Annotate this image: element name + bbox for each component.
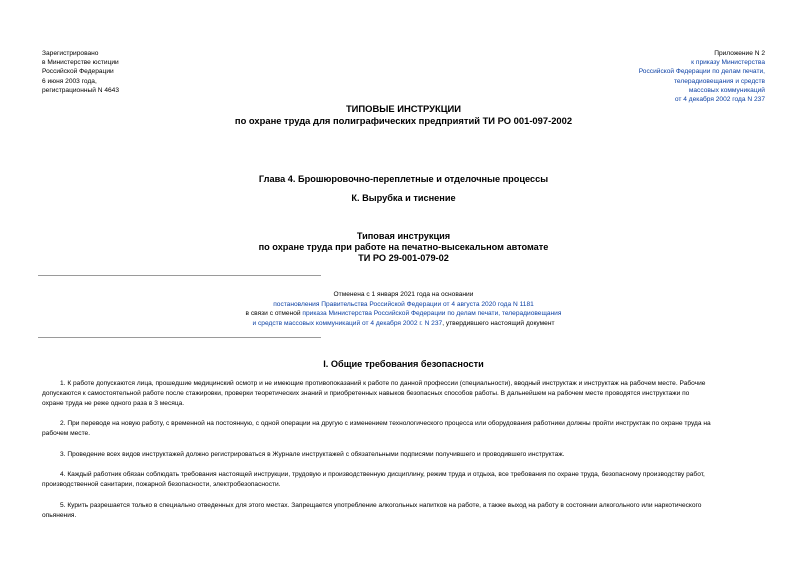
government-decree-link[interactable]: постановления Правительства Российской Федерации от 4 августа 2020 года N 1181 xyxy=(273,300,534,308)
annex-link-line[interactable]: телерадиовещания и средств xyxy=(673,77,765,85)
paragraph-line: охране труда не реже одного раза в 3 месяца. xyxy=(42,400,185,408)
general-safety-heading: I. Общие требования безопасности xyxy=(323,359,484,369)
registration-line: 6 июня 2003 года, xyxy=(42,77,97,85)
annex-order-link[interactable] xyxy=(639,58,765,104)
ministry-order-link[interactable]: приказа Министерства Российской Федерации по делам печати, телерадиовещания xyxy=(302,310,562,318)
annex-label: Приложение N 2 xyxy=(714,50,765,57)
registration-block xyxy=(42,49,119,95)
divider-bottom xyxy=(38,337,321,338)
instruction-code: ТИ РО 29-001-079-02 xyxy=(358,253,449,263)
registration-line: Зарегистрировано xyxy=(42,50,99,57)
instruction-subtitle: по охране труда при работе на печатно-высекальном автомате xyxy=(258,242,549,252)
paragraph-line: 5. Курить разрешается только в специально отведенных для этого местах. Запрещается употребление алкогольных напитков на работе, а также выход на работу в состоянии алкогольного или наркотического xyxy=(60,502,702,509)
paragraph-line: рабочем месте. xyxy=(42,430,91,438)
paragraph-line: 3. Проведение всех видов инструктажей должно регистрироваться в Журнале инструктажей с обязательными подписями получившего и проводившего инструктаж. xyxy=(60,451,565,458)
paragraph xyxy=(42,501,764,521)
paragraph-line: опьянения. xyxy=(42,512,77,520)
cancellation-line: Отменена с 1 января 2021 года на основании xyxy=(333,291,474,298)
annex-link-line[interactable]: массовых коммуникаций xyxy=(688,86,765,94)
paragraph-line: допускаются к самостоятельной работе после стажировки, проверки теоретических знаний и приобретенных навыков безопасных способов работы. В дальнейшем на рабочем месте проводятся инструктажи по xyxy=(42,390,690,398)
instruction-title: Типовая инструкция xyxy=(356,231,451,241)
paragraph-line: 2. При переводе на новую работу, с временной на постоянную, с одной операции на другую с изменением технологического процесса или оборудования работники должны пройти инструктаж по охране труда на xyxy=(60,420,711,427)
cancellation-text: в связи с отменой xyxy=(245,310,303,318)
paragraph-line: 4. Каждый работник обязан соблюдать требования настоящей инструкции, трудовую и производственную дисциплину, режим труда и отдыха, все требования по охране труда, безопасному производству работ, xyxy=(60,471,705,478)
paragraph-line: 1. К работе допускаются лица, прошедшие медицинский осмотр и не имеющие противопоказаний к работе по данной профессии (специальности), вводный инструктаж и инструктаж на рабочем месте. Рабочие xyxy=(60,380,706,387)
cancellation-text: , утвердившего настоящий документ xyxy=(442,319,555,327)
section-heading-k: К. Вырубка и тиснение xyxy=(351,193,456,203)
ministry-order-link-cont[interactable]: и средств массовых коммуникаций от 4 декабря 2002 г. N 237 xyxy=(252,319,443,327)
annex-link-line[interactable]: к приказу Министерства xyxy=(691,59,765,67)
annex-block xyxy=(639,49,765,104)
registration-line: регистрационный N 4643 xyxy=(42,86,120,94)
divider-top xyxy=(38,275,321,276)
document-title: ТИПОВЫЕ ИНСТРУКЦИИ xyxy=(345,103,462,114)
paragraph xyxy=(42,419,764,439)
document-subtitle: по охране труда для полиграфических предприятий ТИ РО 001-097-2002 xyxy=(234,115,573,126)
paragraph-line: производственной санитарии, пожарной безопасности, электробезопасности. xyxy=(42,481,281,489)
annex-link-line[interactable]: Российской Федерации по делам печати, xyxy=(638,68,765,76)
paragraph xyxy=(42,450,764,460)
paragraph xyxy=(42,379,764,410)
registration-line: Российской Федерации xyxy=(42,68,114,76)
cancellation-note xyxy=(0,290,807,328)
annex-link-line[interactable]: от 4 декабря 2002 года N 237 xyxy=(674,96,765,104)
chapter-heading: Глава 4. Брошюровочно-переплетные и отделочные процессы xyxy=(258,174,549,184)
paragraph xyxy=(42,470,764,490)
registration-line: в Министерстве юстиции xyxy=(42,59,119,67)
